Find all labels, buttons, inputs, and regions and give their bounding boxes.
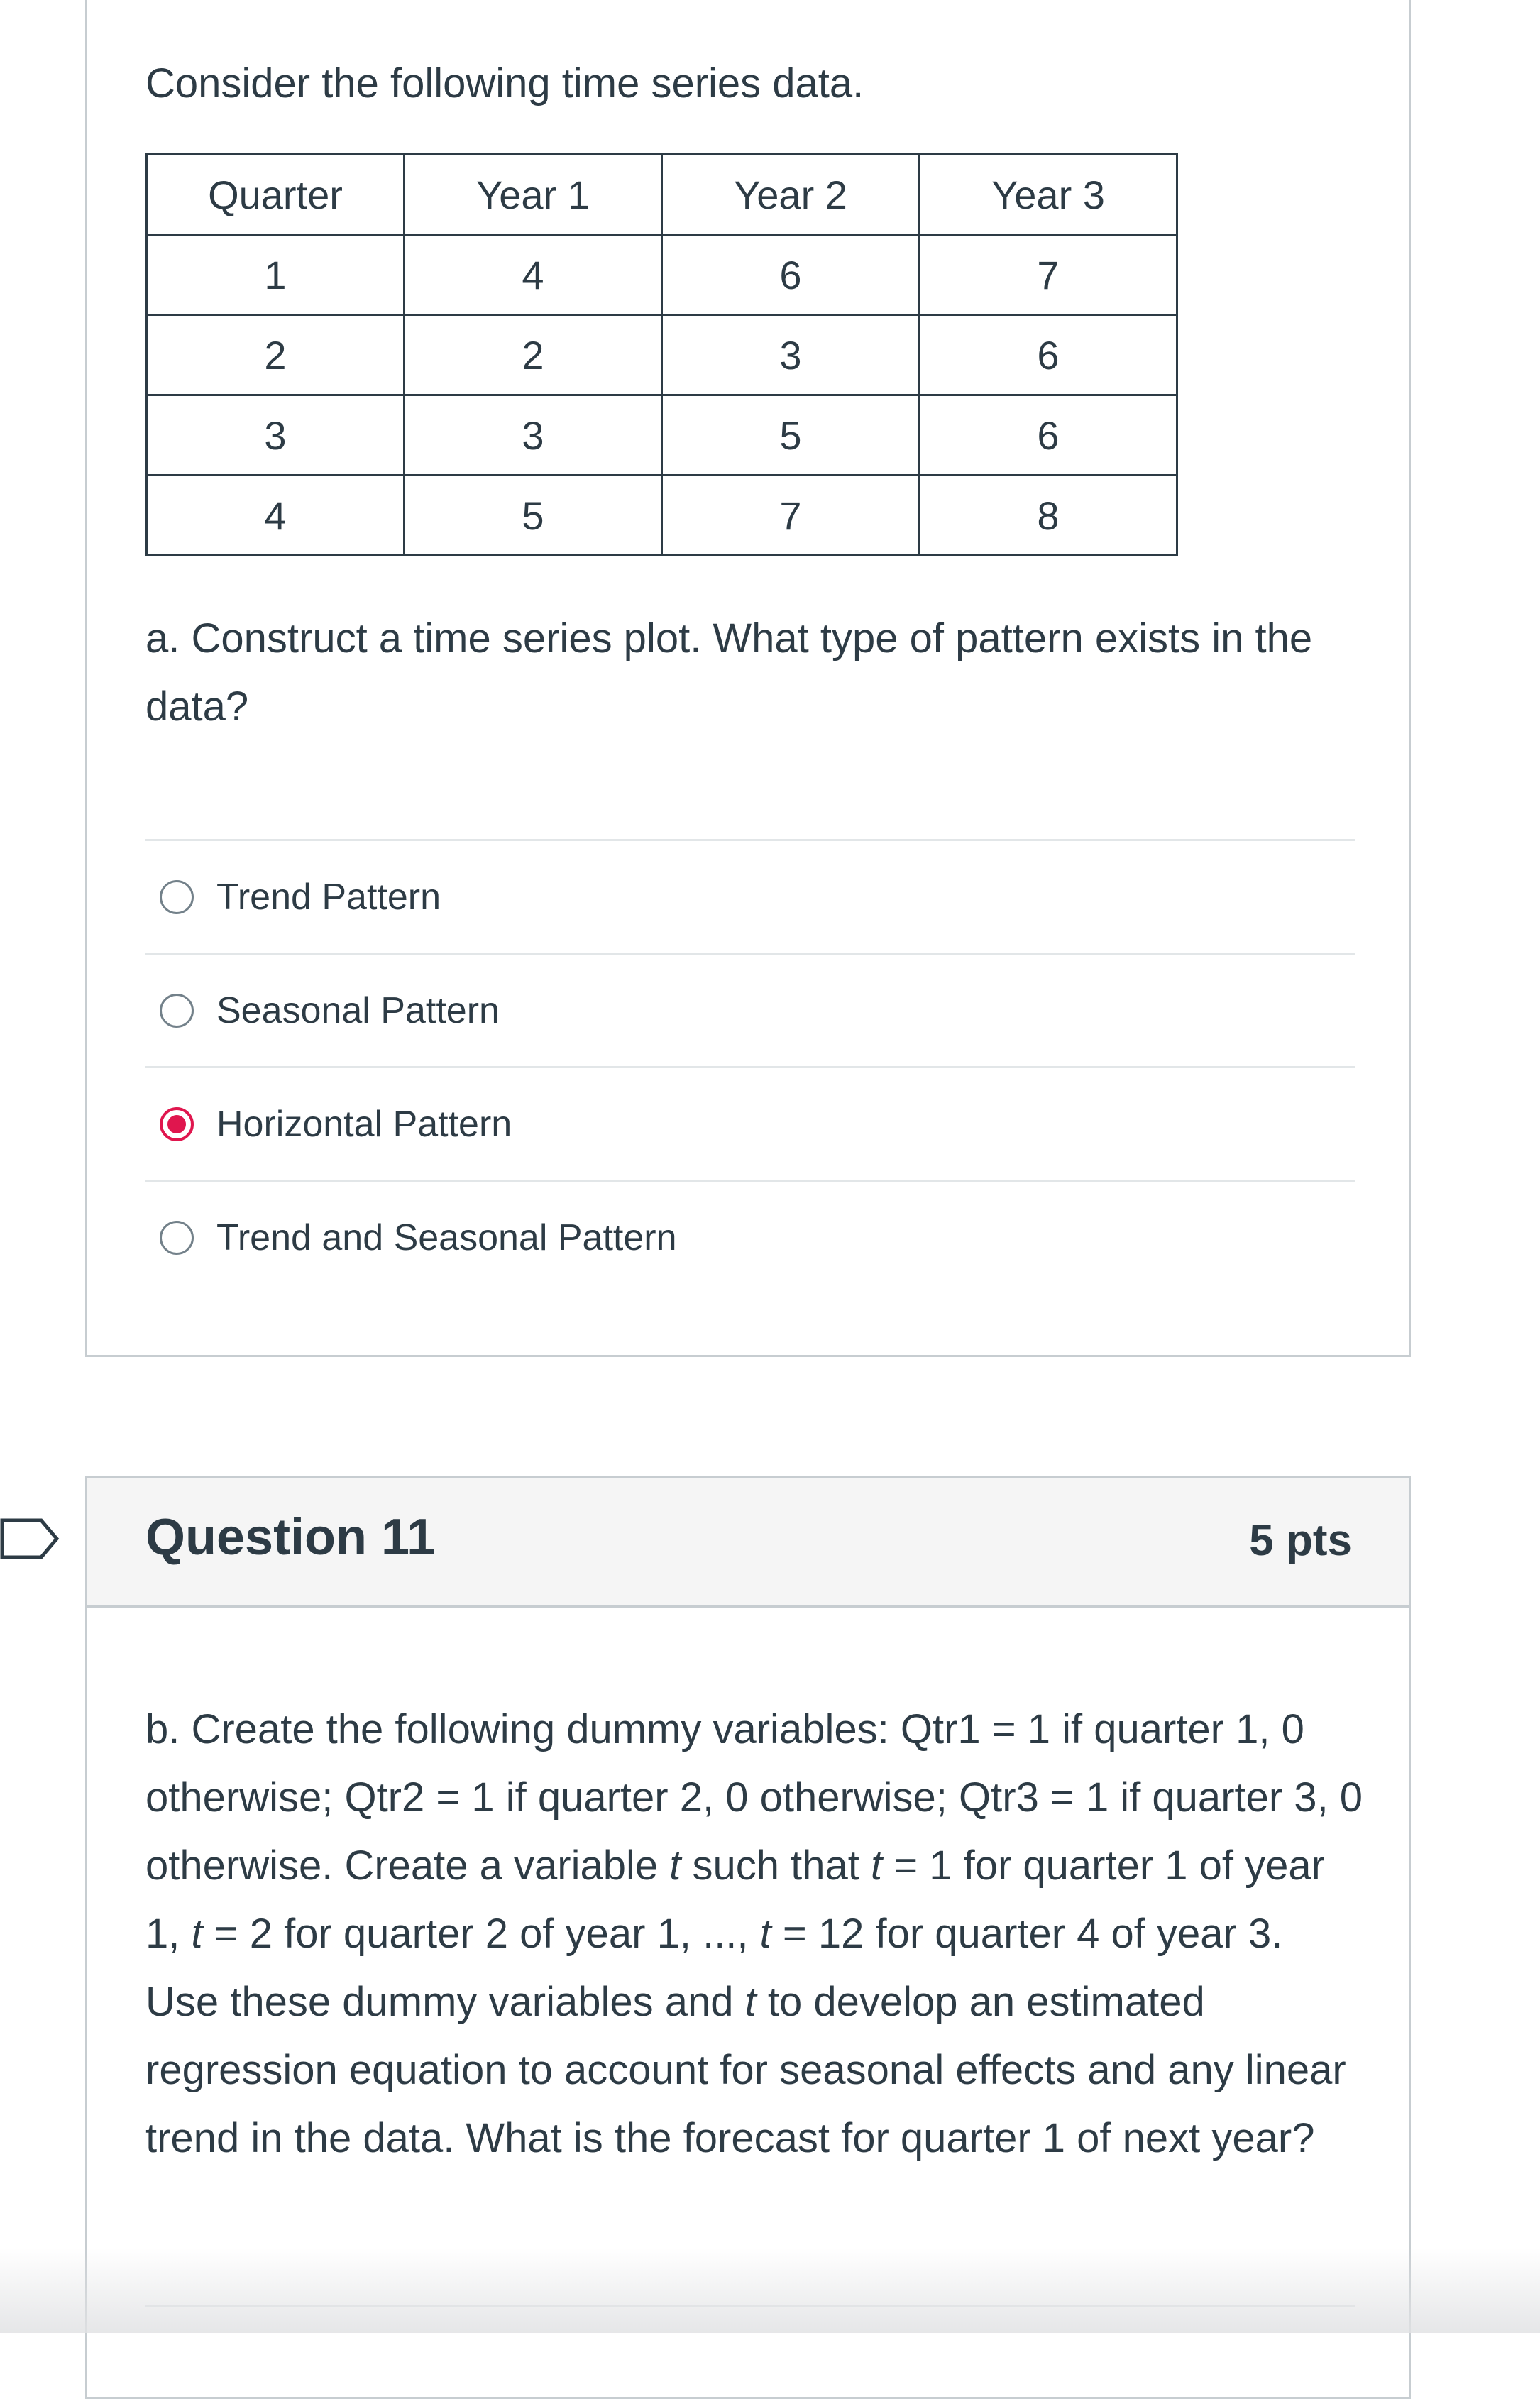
question-text-part: = 12 for quarter 4 of year 3. Use these dummy variables and xyxy=(145,1911,1283,2025)
answer-option-horizontal[interactable] xyxy=(145,1066,1355,1180)
table-cell: 7 xyxy=(920,235,1177,315)
answer-label[interactable]: Trend and Seasonal Pattern xyxy=(216,1217,677,1258)
table-cell: 4 xyxy=(405,235,662,315)
answer-list xyxy=(145,839,1355,1293)
radio-button-selected[interactable] xyxy=(160,1107,194,1141)
question-11-card xyxy=(85,1476,1411,2399)
variable-t: t xyxy=(191,1911,203,1957)
table-cell: 5 xyxy=(662,395,920,476)
answer-option-seasonal[interactable] xyxy=(145,953,1355,1066)
table-cell: 7 xyxy=(662,476,920,556)
variable-t: t xyxy=(669,1843,681,1889)
time-series-table xyxy=(145,153,1178,556)
answer-option-trend[interactable] xyxy=(145,839,1355,953)
question-text-part: = 2 for quarter 2 of year 1, ..., xyxy=(202,1911,760,1957)
table-cell: 3 xyxy=(147,395,405,476)
answer-option-trend-seasonal[interactable] xyxy=(145,1180,1355,1293)
question-text xyxy=(145,1696,1366,2173)
radio-button[interactable] xyxy=(160,994,194,1028)
question-text-part: b. Create the following dummy variables: Qtr1 = 1 if quarter 1, 0 otherwise; Qtr2 = 1 if quarter 2, 0 otherwise; Qtr3 = 1 if quarter 3, 0 otherwise. Create a variable xyxy=(145,1706,1363,1889)
table-cell: 2 xyxy=(147,315,405,395)
table-cell: 2 xyxy=(405,315,662,395)
table-cell: 8 xyxy=(920,476,1177,556)
question-text-part: to develop an estimated regression equation to account for seasonal effects and any linear trend in the data. What is the forecast for quarter 1 of next year? xyxy=(145,1979,1346,2161)
variable-t: t xyxy=(871,1843,883,1889)
table-row xyxy=(147,315,1177,395)
question-title: Question 11 xyxy=(145,1509,436,1566)
answer-label[interactable]: Seasonal Pattern xyxy=(216,989,500,1031)
table-cell: 6 xyxy=(662,235,920,315)
answer-label[interactable]: Trend Pattern xyxy=(216,876,441,918)
question-text-part: = 1 for quarter 1 of year 1, xyxy=(145,1843,1325,1957)
table-cell: 3 xyxy=(405,395,662,476)
answer-divider xyxy=(145,2305,1355,2307)
table-header-cell: Year 3 xyxy=(920,155,1177,235)
table-cell: 5 xyxy=(405,476,662,556)
table-header-cell: Quarter xyxy=(147,155,405,235)
variable-t: t xyxy=(759,1911,771,1957)
table-cell: 6 xyxy=(920,315,1177,395)
question-prompt: a. Construct a time series plot. What type of pattern exists in the data? xyxy=(145,615,1313,730)
question-header xyxy=(87,1478,1409,1608)
answer-label[interactable]: Horizontal Pattern xyxy=(216,1103,512,1145)
table-cell: 1 xyxy=(147,235,405,315)
table-header-cell: Year 2 xyxy=(662,155,920,235)
flag-question-icon[interactable] xyxy=(0,1517,61,1560)
variable-t: t xyxy=(744,1979,757,2025)
question-text-part: such that xyxy=(681,1843,871,1889)
table-cell: 6 xyxy=(920,395,1177,476)
table-header-cell: Year 1 xyxy=(405,155,662,235)
question-points: 5 pts xyxy=(1249,1516,1352,1565)
table-cell: 4 xyxy=(147,476,405,556)
table-header-row xyxy=(147,155,1177,235)
table-cell: 3 xyxy=(662,315,920,395)
table-row xyxy=(147,476,1177,556)
question-10-card xyxy=(85,0,1411,1357)
table-row xyxy=(147,235,1177,315)
radio-button[interactable] xyxy=(160,880,194,914)
table-row xyxy=(147,395,1177,476)
radio-button[interactable] xyxy=(160,1221,194,1255)
question-intro: Consider the following time series data. xyxy=(145,60,864,106)
